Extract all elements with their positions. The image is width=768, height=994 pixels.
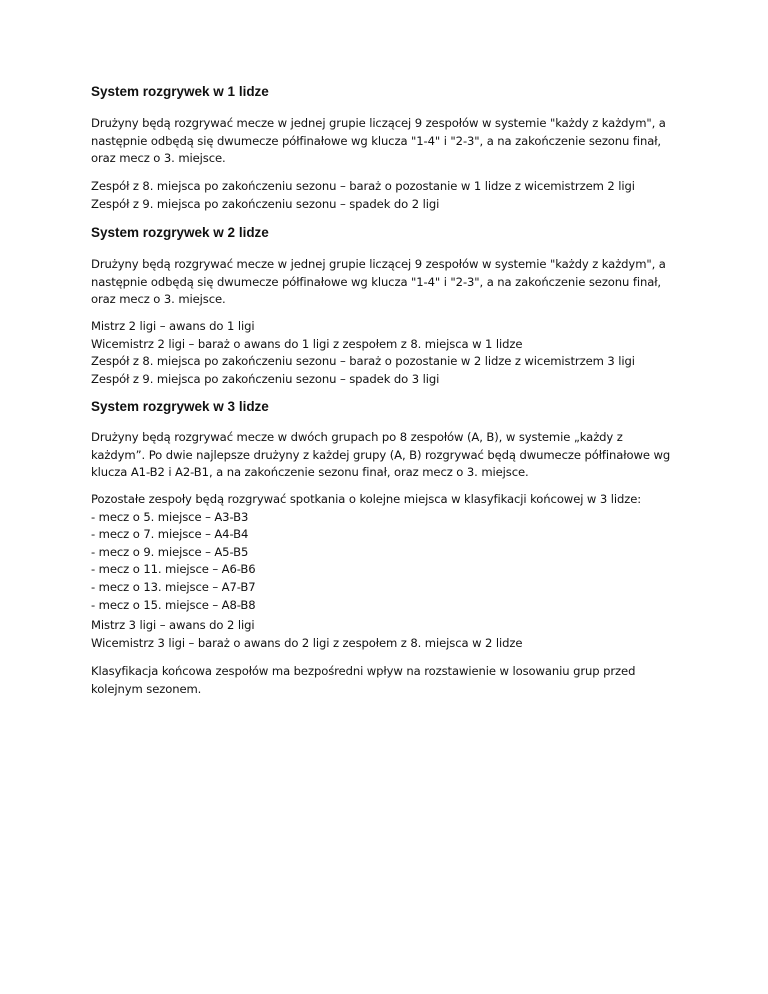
section-1-intro-line: oraz mecz o 3. miejsce. bbox=[91, 151, 226, 166]
section-2-intro-line: następnie odbędą się dwumecze półfinałowe wg klucza "1-4" i "2-3", a na zakończenie sezonu finał, bbox=[91, 274, 662, 289]
section-3-intro-line: każdym”. Po dwie najlepsze drużyny z każdej grupy (A, B) rozgrywać będą dwumecze półfinałowe wg bbox=[91, 447, 671, 462]
section-3-placement: Pozostałe zespoły będą rozgrywać spotkania o kolejne miejsca w klasyfikacji końcowej w 3 lidze: bbox=[91, 492, 642, 506]
section-2-heading: System rozgrywek w 2 lidze bbox=[91, 225, 269, 240]
section-1-intro-line: następnie odbędą się dwumecze półfinałowe wg klucza "1-4" i "2-3", a na zakończenie sezonu finał, bbox=[91, 133, 662, 148]
section-2-rule: Wicemistrz 2 ligi – baraż o awans do 1 ligi z zespołem z 8. miejsca w 1 lidze bbox=[91, 336, 523, 351]
section-2-rule: Zespół z 9. miejsca po zakończeniu sezonu – spadek do 3 ligi bbox=[91, 371, 440, 386]
section-2-rule: Zespół z 8. miejsca po zakończeniu sezonu – baraż o pozostanie w 2 lidze z wicemistrzem 3 ligi bbox=[91, 354, 635, 369]
section-3-placement: - mecz o 11. miejsce – A6-B6 bbox=[91, 562, 256, 577]
section-3-rule: Wicemistrz 3 ligi – baraż o awans do 2 ligi z zespołem z 8. miejsca w 2 lidze bbox=[91, 635, 523, 650]
section-3-rules bbox=[91, 617, 691, 652]
section-3-note-line: Klasyfikacja końcowa zespołów ma bezpośredni wpływ na rozstawienie w losowaniu grup przed bbox=[91, 664, 636, 678]
section-2-intro-line: oraz mecz o 3. miejsce. bbox=[91, 292, 226, 307]
section-3-placement: - mecz o 7. miejsce – A4-B4 bbox=[91, 527, 249, 542]
section-3-heading: System rozgrywek w 3 lidze bbox=[91, 399, 269, 414]
section-1-rules bbox=[91, 178, 691, 213]
section-1-intro bbox=[91, 115, 691, 168]
section-1-rule: Zespół z 8. miejsca po zakończeniu sezonu – baraż o pozostanie w 1 lidze z wicemistrzem 2 ligi bbox=[91, 179, 635, 193]
section-2-rules bbox=[91, 318, 691, 388]
section-3-placement: - mecz o 15. miejsce – A8-B8 bbox=[91, 597, 256, 612]
section-3-placement: - mecz o 9. miejsce – A5-B5 bbox=[91, 544, 249, 559]
section-3-placement: - mecz o 5. miejsce – A3-B3 bbox=[91, 509, 249, 524]
section-3-note bbox=[91, 663, 691, 698]
section-2-intro-line: Drużyny będą rozgrywać mecze w jednej grupie liczącej 9 zespołów w systemie "każdy z każdym", a bbox=[91, 257, 666, 271]
section-3-rule: Mistrz 3 ligi – awans do 2 ligi bbox=[91, 618, 255, 632]
section-2-intro bbox=[91, 256, 691, 309]
section-1-rule: Zespół z 9. miejsca po zakończeniu sezonu – spadek do 2 ligi bbox=[91, 196, 440, 211]
section-3-intro bbox=[91, 429, 691, 482]
section-3-placements bbox=[91, 491, 691, 614]
section-1-heading: System rozgrywek w 1 lidze bbox=[91, 84, 269, 99]
section-3-intro-line: Drużyny będą rozgrywać mecze w dwóch grupach po 8 zespołów (A, B), w systemie „każdy z bbox=[91, 430, 623, 444]
section-1-intro-line: Drużyny będą rozgrywać mecze w jednej grupie liczącej 9 zespołów w systemie "każdy z każdym", a bbox=[91, 116, 666, 130]
section-3-placement: - mecz o 13. miejsce – A7-B7 bbox=[91, 579, 256, 594]
section-3-note-line: kolejnym sezonem. bbox=[91, 681, 202, 696]
section-3-intro-line: klucza A1-B2 i A2-B1, a na zakończenie sezonu finał, oraz mecz o 3. miejsce. bbox=[91, 465, 529, 480]
section-2-rule: Mistrz 2 ligi – awans do 1 ligi bbox=[91, 319, 255, 333]
